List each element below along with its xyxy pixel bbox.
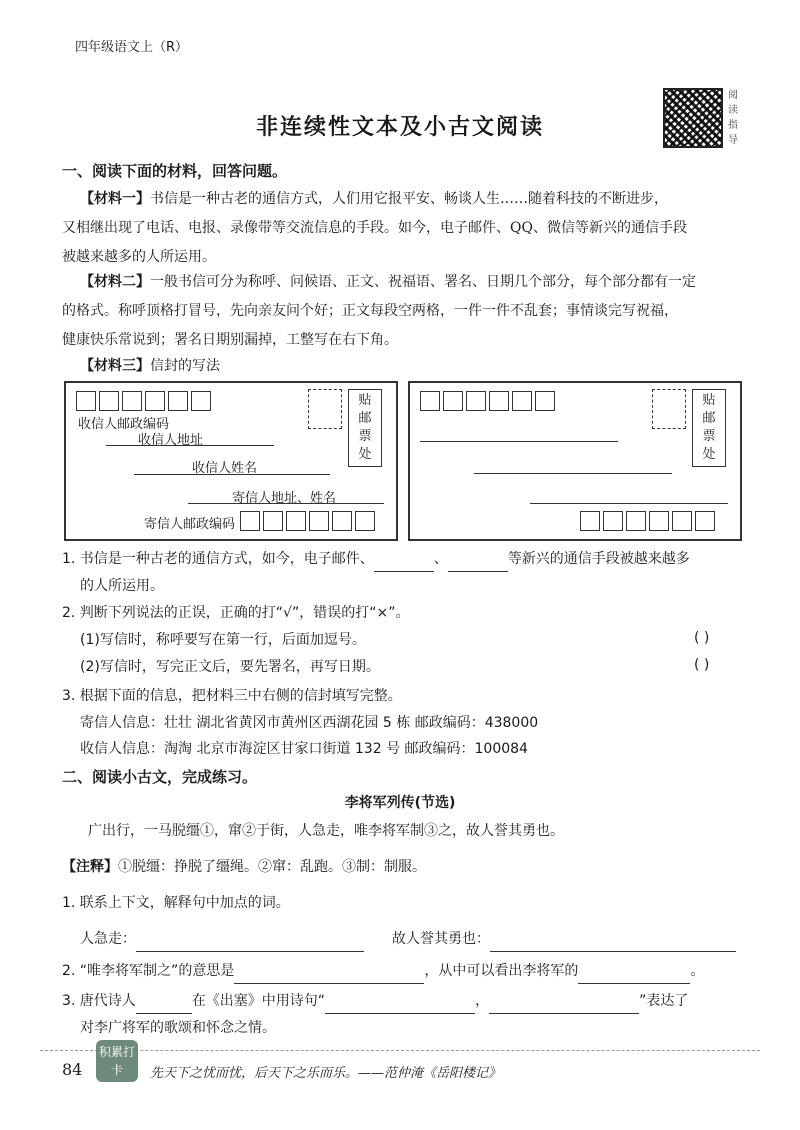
q2-1: 1. 联系上下文，解释句中加点的词。	[62, 895, 290, 911]
postcode-boxes	[76, 391, 214, 415]
q1-3: 3. 根据下面的信息，把材料三中右侧的信封填写完整。	[62, 688, 402, 704]
address-line-right[interactable]	[420, 441, 618, 442]
page-number: 84	[62, 1060, 83, 1079]
material-1: 【材料一】书信是一种古老的通信方式，人们用它报平安、畅谈人生……随着科技的不断进步， 又相继出现了电话、电报、录像带等交流信息的手段。如今，电子邮件、QQ、微信等新兴的通信手段 被越来越多的人所运用。	[62, 191, 687, 265]
material-3-tag: 【材料三】	[80, 358, 150, 374]
accumulate-badge: 积累打卡	[96, 1040, 138, 1082]
q2-1-b-blank[interactable]	[490, 935, 736, 952]
receiver-name-label: 收信人姓名	[192, 461, 258, 476]
material-2-tag: 【材料二】	[80, 274, 150, 290]
name-line-right[interactable]	[474, 473, 672, 474]
envelope-right	[408, 381, 742, 541]
material-1-tag: 【材料一】	[80, 191, 150, 207]
footer-divider	[40, 1050, 760, 1051]
q1-2-item-1: (1)写信时，称呼要写在第一行，后面加逗号。	[80, 632, 366, 648]
q2-2-blank-2[interactable]	[578, 967, 690, 984]
q2-3: 3. 唐代诗人 在《出塞》中用诗句“ ， ”表达了	[62, 988, 688, 1014]
postcode-boxes-right[interactable]	[420, 391, 558, 415]
part1-heading: 一、阅读下面的材料，回答问题。	[62, 162, 288, 180]
page-title: 非连续性文本及小古文阅读	[255, 115, 544, 140]
q1-3-receiver: 收信人信息：淘淘 北京市海淀区甘家口街道 132 号 邮政编码：100084	[80, 741, 528, 757]
address-line	[106, 445, 274, 446]
q2-3-cont: 对李广将军的歌颂和怀念之情。	[80, 1020, 276, 1036]
classical-text-title: 李将军列传(节选)	[344, 795, 456, 811]
q1-2-answer-1[interactable]: ( )	[694, 630, 710, 646]
notes: 【注释】①脱缰：挣脱了缰绳。②窜：乱跑。③制：制服。	[62, 859, 426, 875]
grade-label: 四年级语文上（R）	[75, 40, 189, 55]
stamp-area-right	[652, 389, 686, 429]
q1-2-answer-2[interactable]: ( )	[694, 657, 710, 673]
q2-2: 2. “唯李将军制之”的意思是 ，从中可以看出李将军的 。	[62, 958, 704, 984]
receiver-address-label: 收信人地址	[138, 433, 204, 448]
q2-2-blank-1[interactable]	[234, 967, 424, 984]
q1-2: 2. 判断下列说法的正误，正确的打“√”，错误的打“×”。	[62, 605, 410, 621]
q1-2-item-2: (2)写信时，写完正文后，要先署名，再写日期。	[80, 659, 380, 675]
q2-3-blank-3[interactable]	[489, 997, 639, 1014]
q2-1-a: 人急走：	[80, 926, 364, 952]
sender-line-right[interactable]	[530, 503, 728, 504]
qr-guide-label: 阅读指导	[728, 90, 738, 146]
q1-blank-1[interactable]	[374, 555, 434, 572]
sender-postcode-boxes-right[interactable]	[580, 511, 718, 535]
q1-3-sender: 寄信人信息：壮壮 湖北省黄冈市黄州区西湖花园 5 栋 邮政编码：438000	[80, 715, 539, 731]
q1-1: 1. 书信是一种古老的通信方式，如今，电子邮件、 、 等新兴的通信手段被越来越多	[62, 546, 762, 572]
q1-1-cont: 的人所运用。	[80, 578, 164, 594]
footer-quote: 先天下之忧而忧，后天下之乐而乐。——范仲淹《岳阳楼记》	[150, 1066, 502, 1081]
stamp-label-right: 贴 邮 票 处	[692, 389, 726, 467]
stamp-label: 贴 邮 票 处	[348, 389, 382, 467]
name-line	[134, 474, 330, 475]
sender-label: 寄信人地址、姓名	[232, 491, 337, 506]
sender-postcode-label: 寄信人邮政编码	[144, 517, 236, 532]
classical-text: 广出行，一马脱缰①，窜②于街，人急走，唯李将军制③之，故人誉其勇也。	[88, 823, 564, 839]
q2-1-b: 故人誉其勇也：	[392, 926, 736, 952]
material-2: 【材料二】一般书信可分为称呼、问候语、正文、祝福语、署名、日期几个部分，每个部分都有一定 的格式。称呼顶格打冒号，先向亲友问个好；正文每段空两格，一件一件不乱套；事情谈完写祝福， 健康快乐常说到；署名日期别漏掉，工整写在右下角。	[62, 274, 696, 348]
receiver-postcode-label: 收信人邮政编码	[78, 417, 170, 432]
material-3: 【材料三】信封的写法	[80, 358, 220, 374]
q2-3-blank-1[interactable]	[136, 997, 192, 1014]
q2-1-a-blank[interactable]	[136, 935, 364, 952]
envelope-left	[64, 381, 398, 541]
q2-3-blank-2[interactable]	[325, 997, 475, 1014]
sender-postcode-boxes	[240, 511, 378, 535]
q1-blank-2[interactable]	[448, 555, 508, 572]
sender-line	[188, 503, 384, 504]
part2-heading: 二、阅读小古文，完成练习。	[62, 768, 258, 786]
stamp-area	[308, 389, 342, 429]
